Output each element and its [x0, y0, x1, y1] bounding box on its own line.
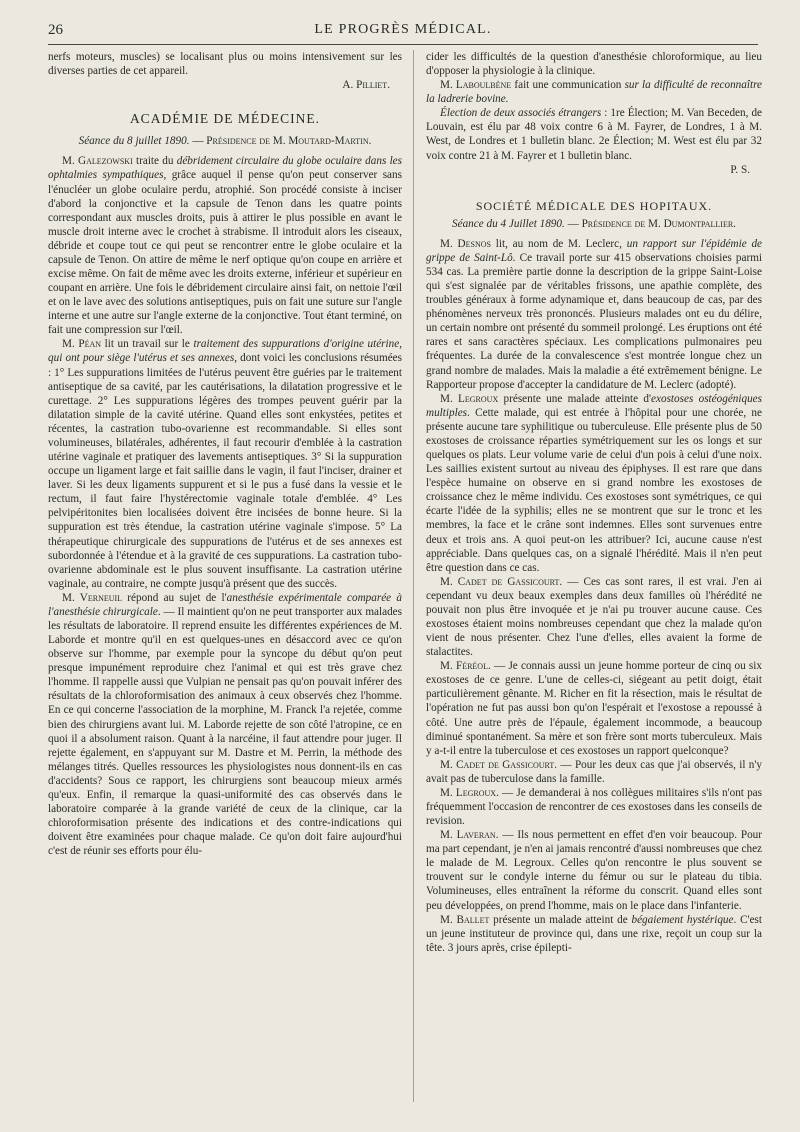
article-signature: A. Pilliet.: [342, 79, 390, 92]
paragraph-text: répond au sujet de l': [122, 591, 227, 604]
paragraph-laboulbene: [426, 78, 762, 106]
section-title-academie: ACADÉMIE DE MÉDECINE.: [129, 111, 321, 127]
paragraph-text: . — Il maintient qu'on ne peut transporter aux malades les résultats de laboratoire. Il reprend ensuite les différentes expériences de M. Laborde et montre qu'il en est quelques-unes en désaccord avec ce qu'on observe sur l'homme, par exemple pour la syncope du début qu'on peut presque impunément reproduire chez l'animal et qui est très grave chez l'homme. Il rappelle aussi que Vulpian ne pensait pas qu'on pouvait inférer des résultats de la chloroformisation des animaux à ceux observés chez l'homme. En ce qui concerne l'association de la morphine, M. Franck l'a rejetée, comme bien des chirurgiens avant lui. M. Laborde rejette de son côté l'atropine, ce en quoi il a absolument raison. Quant à la narcéine, il faut attendre pour juger. Il rejette également, en s'appuyant sur M. Dastre et M. Perrin, la méthode des mélanges titrés. Quelles ressources les physiologistes nous donnent-ils en cas d'accidents? Sous ce rapport, les chirurgiens sont beaucoup mieux armés qu'eux. Enfin, il remarque la quasi-uniformité des cas observés dans le laboratoire comparée à la grande variété de ceux de la clinique, car la chloroformisation présente des indications et des contre-indications qui doivent être examinées pour chaque malade. Ce qu'on doit faire aujourd'hui c'est de réunir ses efforts pour élu-: [48, 605, 402, 858]
speaker-name: M. Laveran.: [440, 829, 499, 842]
speaker-name: M. Galezowski: [62, 155, 133, 168]
speaker-name: M. Cadet de Gassicourt.: [440, 758, 558, 771]
paragraph-text: — Je connais aussi un jeune homme porteur de cinq ou six exostoses de ce genre. L'une de celles-ci, siégeant au petit doigt, était particulièrement gênante. M. Richer en fit la résection, mais le résultat de l'opération ne fut pas aussi bon qu'on l'espérait et l'exostose a repoussé à côté. Une autre près de l'épaule, également incommode, a beaucoup diminué spontanément. Sa mère et son frère sont morts tuberculeux. Mais y a-t-il entre la tuberculose et ces exostoses un rapport quelconque?: [426, 660, 762, 757]
paragraph-cadet-1: [426, 575, 762, 659]
paragraph-legroux: [426, 392, 762, 575]
section-title-societe: SOCIÉTÉ MÉDICALE DES HOPITAUX.: [475, 198, 713, 213]
paragraph-pean: [48, 337, 402, 590]
carry-over-paragraph: nerfs moteurs, muscles) se localisant plus ou moins intensivement sur les diverses parties de cet appareil.: [48, 51, 402, 78]
paragraph-text: présente un malade atteint de: [489, 913, 632, 926]
paragraph-text: — Pour les deux cas que j'ai observés, il n'y avait pas de tuberculose dans la famille.: [426, 758, 762, 785]
paragraph-text: — Ils nous permettent en effet d'en voir beaucoup. Pour ma part cependant, je n'en ai jamais rencontré d'aussi nombreuses que chez le malade de M. Legroux. Celles qu'on rencontre le plus souvent se trouvent sur le condyle interne du fémur ou sur le plateau du tibia. Volumineuses, elles entraînent la réforme du conscrit. Quand elles sont peu développées, on prend l'homme, mais on le place dans l'infanterie.: [426, 829, 762, 912]
speaker-name: M. Laboulbène: [440, 79, 512, 92]
paragraph-desnos: [426, 237, 762, 392]
speaker-name: M. Verneuil: [62, 591, 123, 604]
right-column: [426, 50, 762, 955]
speaker-name: M. Desnos: [440, 237, 491, 250]
page-header: [48, 20, 758, 45]
paragraph-ferreol: [426, 659, 762, 758]
session-line-societe: [426, 217, 762, 231]
paragraph-text: — Je demanderai à nos collègues militaires s'ils n'ont pas fréquemment l'occasion de rencontrer de ces exostoses dans les conseils de revision.: [426, 786, 762, 828]
paragraph-text: — Ces cas sont rares, il est vrai. J'en ai cependant vu deux beaux exemples dans deux familles où l'hérédité ne pouvait non plus être invoquée et je n'ai pu trouver aucune cause. Ces exostoses étaient moins nombreuses cependant que chez la malade qu'on vient de nous présenter. Chez l'une d'elles, elles avaient la forme de stalactites.: [426, 575, 762, 659]
paragraph-text: , grâce auquel il pense qu'on peut conserver sans l'énucléer un globe oculaire perdu, atrophié. Son procédé consiste à inciser d'abord la conjonctive et la capsule de Tenon dans les quatre points correspondant aux muscles droits, puis à attirer le plus possible en avant le muscle droit interne avec le crochet à strabisme. Il introduit alors les ciseaux, débride et coupe tout ce qui peut se rencontrer entre le globe oculaire et la capsule de Tenon. On attire de même le nerf optique qu'on coupe en arrière et excise même. On fait de même avec les droits externe, inférieur et supérieur en coupant en arrière. Une fois le débridement circulaire ainsi fait, on nettoie l'œil et on le lave avec des solutions antiseptiques, puis on fait une suture sur l'angle interne et une autre sur l'angle externe de la conjonctive. Tout étant terminé, on fait une compression sur l'œil.: [48, 169, 402, 337]
session-date: Séance du 4 Juillet 1890.: [452, 217, 565, 230]
communication-title: un rapport sur l'épidémie de grippe de Saint-Lô: [426, 237, 763, 264]
speaker-name: M. Legroux.: [440, 786, 499, 799]
speaker-name: M. Ballet: [440, 913, 490, 926]
carry-over-paragraph: cider les difficultés de la question d'anesthésie chloroformique, au lieu d'opposer la physiologie à la clinique.: [426, 51, 762, 78]
paragraph-election: [426, 106, 762, 162]
election-heading: Élection de deux associés étrangers: [440, 107, 602, 120]
paragraph-laveran: [426, 828, 762, 912]
paragraph-text: . Cette malade, qui est entrée à l'hôpital pour une chorée, ne présente aucune tare syphilitique ou tuberculeuse. Elle présente plus de 50 exostoses de croissance réparties symétriquement sur les os longs et sur quelques os plats. Leur volume varie de celui d'un pois à celui d'une noix. Les saillies existent surtout au niveau des épiphyses. Il est rare que dans l'espèce humaine on observe en si grand nombre les exostoses de croissance chez le même individu. Ces exostoses sont symétriques, ce qui écarte l'idée de la syphilis; elles ne se montrent que sur le tronc et les membres, la face et le crâne sont indemnes. Elles sont survenues entre deux et trois ans. A quoi peut-on les attribuer? Ici, aucune cause n'est appréciable. Dans quelques cas, on a signalé l'hérédité. Mais il n'en peut être question dans ce cas.: [426, 406, 762, 574]
paragraph-cadet-2: [426, 758, 762, 786]
paragraph-text: . C'est un jeune instituteur de province qui, dans une rixe, reçoit un coup sur la tête. 3 jours après, crise épilepti-: [426, 913, 762, 954]
page-number: 26: [48, 22, 63, 38]
paragraph-text: : 1re Élection; M. Van Beceden, de Louvain, est élu par 48 voix contre 6 à M. Fayrer, de Londres, 1 à M. West, de Londres et 1 bulletin blanc. 2e Élection; M. West est élu par 32 voix contre 21 à M. Fayrer et 1 bulletin blanc.: [426, 107, 762, 162]
communication-title: débridement circulaire du globe oculaire dans les ophtalmies sympathiques: [48, 155, 402, 182]
paragraph-text: lit un travail sur le: [101, 338, 194, 351]
paragraph-verneuil: [48, 591, 402, 858]
running-title: LE PROGRÈS MÉDICAL.: [314, 22, 492, 37]
session-line-academie: [48, 134, 402, 148]
speaker-name: M. Cadet de Gassicourt.: [440, 575, 563, 588]
column-divider: [413, 50, 414, 1102]
communication-title: anesthésie expérimentale comparée à l'anesthésie chirurgicale: [48, 591, 402, 618]
paragraph-text: présente une malade atteinte d': [498, 392, 652, 405]
communication-title: exostoses ostéogéniques multiples: [426, 392, 762, 419]
paragraph-text: . Ce travail porte sur 415 observations choisies parmi 534 cas. La première partie donne la description de la grippe Saint-Loise qui s'est signalée par de véritables frissons, une apathie complète, des troubles généraux à forme adynamique et, dans beaucoup de cas, par des phénomènes nerveux très prononcés. Plusieurs malades ont eu du délire, un certain nombre ont présenté du sommeil prolongé. Les éruptions ont été rares et sans caractères spéciaux. Les complications pulmonaires peu fréquentes. La durée de la convalescence s'est montrée longue chez un grand nombre de malades. Mais la maladie a été extrêmement bénigne. Le Rapporteur propose d'accepter la candidature de M. Leclerc (adopté).: [426, 251, 762, 391]
paragraph-galezowski: [48, 154, 402, 337]
article-signature: P. S.: [730, 163, 750, 176]
communication-title: sur la difficulté de reconnaître la ladrerie bovine.: [426, 79, 762, 106]
communication-title: bégaiement hystérique: [631, 913, 734, 926]
paragraph-text: traite du: [132, 155, 177, 168]
communication-title: traitement des suppurations d'origine utérine, qui ont pour siège l'utérus et ses annexes: [48, 338, 402, 365]
speaker-name: M. Péan: [62, 338, 102, 351]
paragraph-text: fait une communication: [511, 79, 625, 92]
paragraph-text: lit, au nom de M. Leclerc,: [490, 237, 627, 250]
session-presidence: — Présidence de M. Dumontpallier.: [564, 217, 736, 230]
paragraph-text: , dont voici les conclusions résumées : 1° Les suppurations limitées de l'utérus peuvent être guéries par le traitement antiseptique de sa cavité, par les cautérisations, la dilatation progressive et le curettage. 2° Les suppurations légères des trompes peuvent guérir par la dilatation simple de la cavité utérine. Quand elles sont enkystées, petites et récentes, la castration tubo-ovarienne est recommandable. Si elles sont volumineuses, bilatérales, adhérentes, il faut recourir d'emblée à la castration utérine vaginale et pratiquer des lavements antiseptiques. 3° Si la suppuration occupe un ligament large et fait saillie dans le vagin, il faut l'inciser, drainer et laver. Si les deux ligaments suppurent et si le pus a fusé dans la vessie et le rectum, il faut faire l'hystérectomie vaginale totale d'emblée. 4° Les pelvipéritonites bien localisées doivent être incisées de bonne heure. Si la suppuration est très étendue, la castration utérine vaginale s'impose. 5° La thérapeutique chirurgicale des suppurations de l'utérus et de ses annexes est subordonnée à l'étendue et à la gravité de ces suppurations. La castration tubo-ovarienne abdominale est le plus souvent insuffisante. La castration utérine vaginale, au contraire, ne compte jusqu'à présent que des succès.: [48, 352, 402, 590]
session-date: Séance du 8 juillet 1890.: [78, 135, 190, 148]
speaker-name: M. Legroux: [440, 392, 499, 405]
paragraph-legroux-2: [426, 786, 762, 828]
speaker-name: M. Féréol.: [440, 660, 491, 673]
session-presidence: — Présidence de M. Moutard-Martin.: [189, 135, 372, 148]
left-column: [48, 50, 402, 858]
paragraph-ballet: [426, 913, 762, 955]
